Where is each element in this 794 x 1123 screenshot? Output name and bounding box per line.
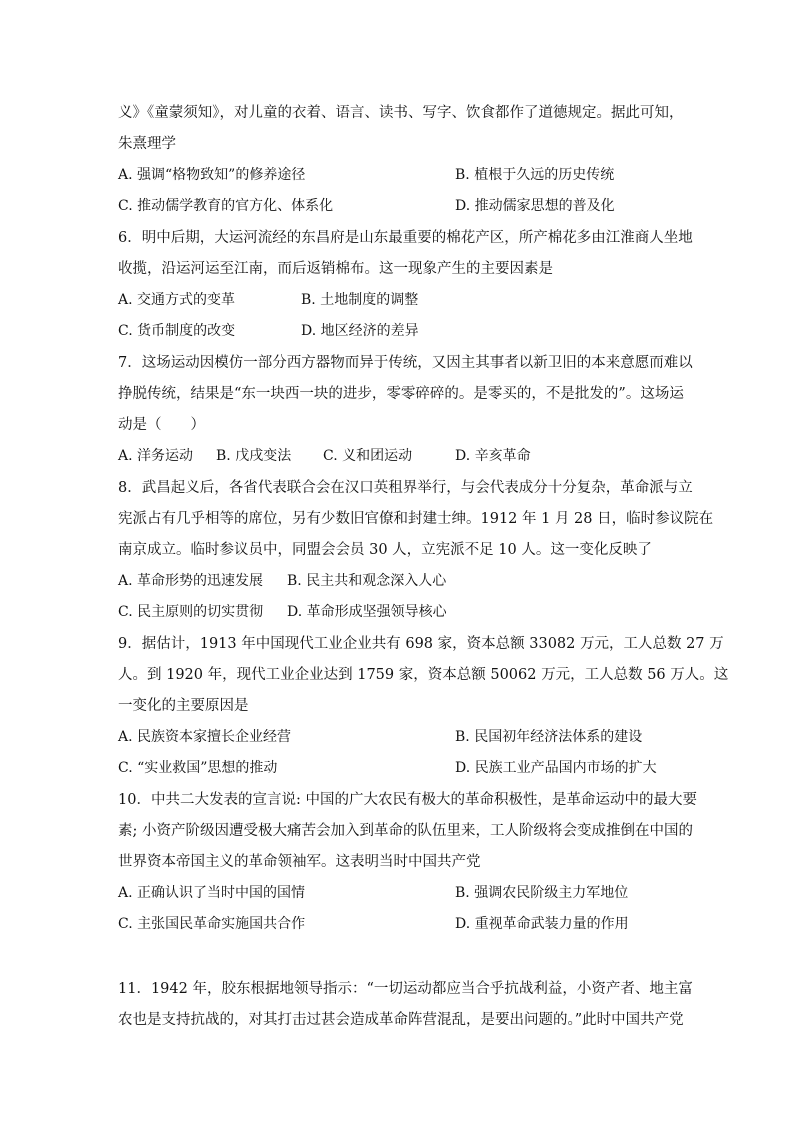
option-c[interactable]: C. “实业救国”思想的推动 [118,760,278,776]
question-10-stem: 世界资本帝国主义的革命领袖军。这表明当时中国共产党 [118,854,481,870]
option-b[interactable]: B. 民国初年经济法体系的建设 [455,729,643,745]
option-d[interactable]: D. 地区经济的差异 [301,323,419,339]
question-6-stem: 收揽，沿运河运至江南，而后返销棉布。这一现象产生的主要因素是 [118,261,553,277]
option-d[interactable]: D. 革命形成坚强领导核心 [287,604,447,620]
option-a[interactable]: A. 洋务运动 [118,448,194,464]
question-9-stem: 人。到 1920 年，现代工业企业达到 1759 家，资本总额 50062 万元，工人总数 56 万人。这 [118,667,729,683]
question-8-stem: 南京成立。临时参议员中，同盟会会员 30 人，立宪派不足 10 人。这一变化反映了 [118,542,652,558]
question-10-stem: 10．中共二大发表的宣言说: 中国的广大农民有极大的革命积极性，是革命运动中的最大要 [118,792,697,808]
question-6-stem: 6．明中后期，大运河流经的东昌府是山东最重要的棉花产区，所产棉花多由江淮商人坐地 [118,230,693,246]
option-d[interactable]: D. 推动儒家思想的普及化 [455,198,615,214]
question-11-stem: 11．1942 年，胶东根据地领导指示：“一切运动都应当合乎抗战利益，小资产者、地主富 [118,981,693,997]
option-c[interactable]: C. 货币制度的改变 [118,323,236,339]
question-text-line: 义》《童蒙须知》，对儿童的衣着、语言、读书、写字、饮食都作了道德规定。据此可知， [118,105,684,121]
option-d[interactable]: D. 民族工业产品国内市场的扩大 [455,760,657,776]
option-a[interactable]: A. 交通方式的变革 [118,292,236,308]
option-d[interactable]: D. 辛亥革命 [455,448,531,464]
question-10-stem: 素; 小资产阶级因遭受极大痛苦会加入到革命的队伍里来，工人阶级将会变成推倒在中国的 [118,823,693,839]
option-b[interactable]: B. 强调农民阶级主力军地位 [455,885,629,901]
option-a[interactable]: A. 民族资本家擅长企业经营 [118,729,292,745]
question-8-stem: 宪派占有几乎相等的席位，另有少数旧官僚和封建士绅。1912 年 1 月 28 日，临时参议院在 [118,511,714,527]
option-b[interactable]: B. 戊戌变法 [216,448,292,464]
option-b[interactable]: B. 民主共和观念深入人心 [287,573,447,589]
question-11-stem: 农也是支持抗战的，对其打击过甚会造成革命阵营混乱，是要出问题的。”此时中国共产党 [118,1012,684,1028]
question-7-stem: 动是（ ） [118,417,205,433]
option-a[interactable]: A. 革命形势的迅速发展 [118,573,264,589]
option-a[interactable]: A. 正确认识了当时中国的国情 [118,885,306,901]
question-7-stem: 7．这场运动因模仿一部分西方器物而异于传统，又因主其事者以新卫旧的本来意愿而难以 [118,355,693,371]
option-d[interactable]: D. 重视革命武装力量的作用 [455,916,629,932]
question-9-stem: 一变化的主要原因是 [118,698,249,714]
question-8-stem: 8．武昌起义后，各省代表联合会在汉口英租界举行，与会代表成分十分复杂，革命派与立 [118,480,693,496]
option-a[interactable]: A. 强调“格物致知”的修养途径 [118,167,306,183]
option-b[interactable]: B. 植根于久远的历史传统 [455,167,615,183]
option-c[interactable]: C. 推动儒学教育的官方化、体系化 [118,198,334,214]
option-c[interactable]: C. 民主原则的切实贯彻 [118,604,264,620]
question-9-stem: 9．据估计，1913 年中国现代工业企业共有 698 家，资本总额 33082 万元，工人总数 27 万 [118,636,724,652]
option-c[interactable]: C. 主张国民革命实施国共合作 [118,916,306,932]
question-text-line: 朱熹理学 [118,136,176,152]
option-b[interactable]: B. 土地制度的调整 [301,292,419,308]
option-c[interactable]: C. 义和团运动 [323,448,413,464]
question-7-stem: 挣脱传统，结果是“东一块西一块的进步，零零碎碎的。是零买的，不是批发的”。这场运 [118,386,684,402]
